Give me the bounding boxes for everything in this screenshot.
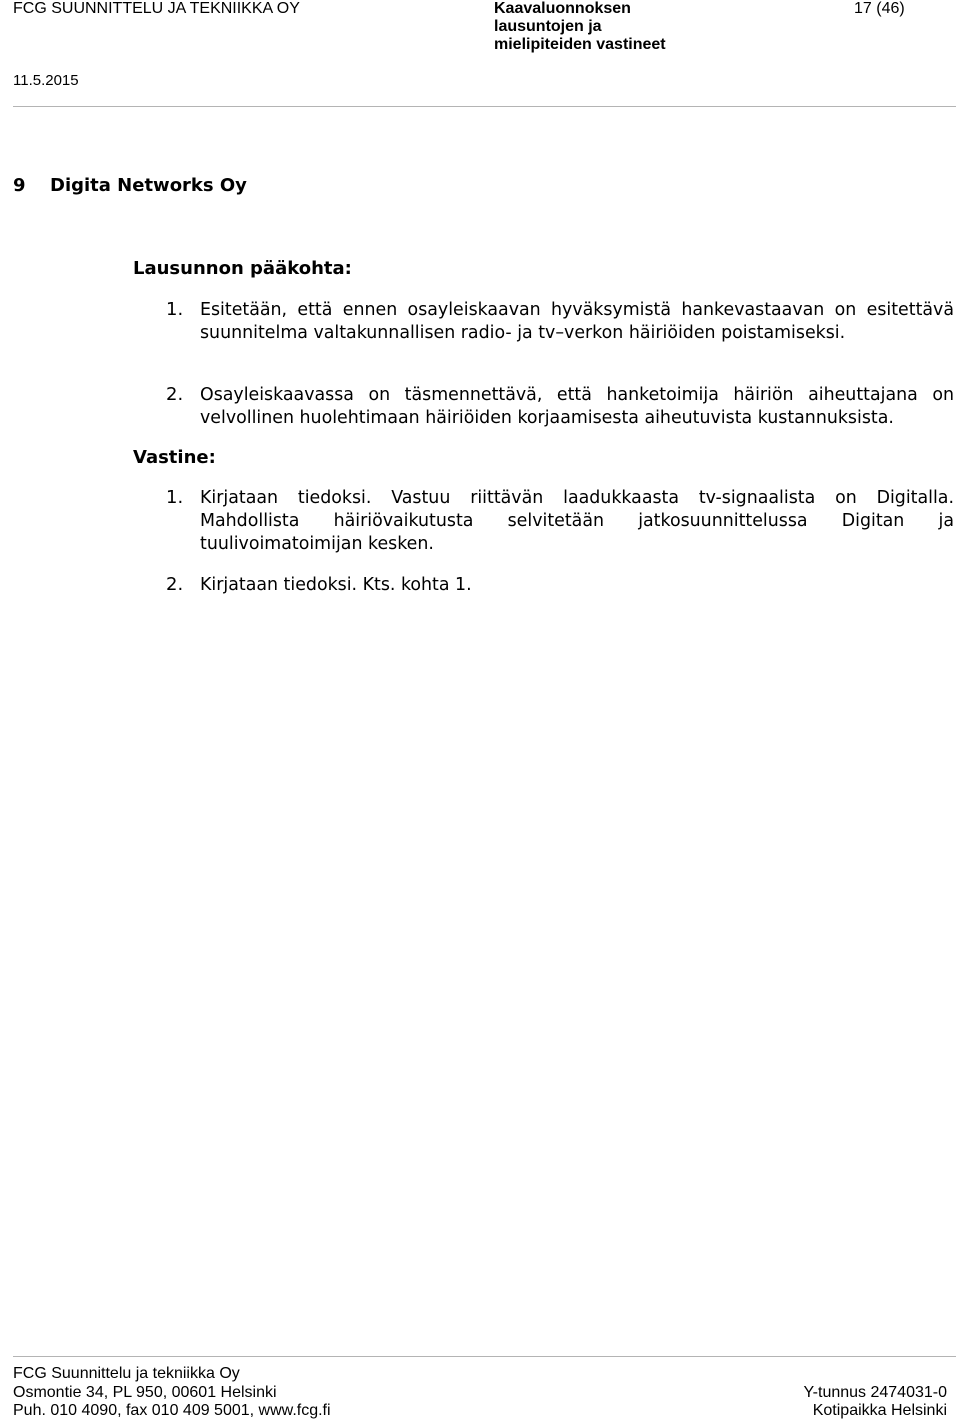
header-doc-title-line1: Kaavaluonnoksen: [494, 0, 631, 17]
header-doc-title-line3: mielipiteiden vastineet: [494, 36, 666, 53]
section-title: Digita Networks Oy: [50, 175, 247, 196]
footer-business-id: Y-tunnus 2474031-0: [803, 1384, 947, 1401]
header-page-number: 17 (46): [854, 0, 905, 17]
header-company: FCG SUUNNITTELU JA TEKNIIKKA OY: [13, 0, 300, 17]
statement-item-text: Esitetään, että ennen osayleiskaavan hyväksymistä hankevastaavan on esitettävä suunnitelma valtakunnallisen radio- ja tv–verkon häiriöiden poistamiseksi.: [200, 300, 954, 343]
section-number: 9: [13, 175, 26, 196]
statement-item-text: Osayleiskaavassa on täsmennettävä, että hanketoimija häiriön aiheuttajana on velvollinen huolehtimaan häiriöiden korjaamisesta aiheutuvista kustannuksista.: [200, 385, 954, 428]
header-date: 11.5.2015: [13, 72, 79, 89]
statement-item-number: 2.: [166, 384, 184, 405]
footer-address: Osmontie 34, PL 950, 00601 Helsinki: [13, 1384, 277, 1401]
statement-item-number: 1.: [166, 299, 184, 320]
response-item-number: 1.: [166, 487, 184, 508]
response-item-text: Kirjataan tiedoksi. Vastuu riittävän laadukkaasta tv-signaalista on Digitalla. Mahdollista häiriövaikutusta selvitetään jatkosuunnittelussa Digitan ja tuulivoimatoimijan kesken.: [200, 488, 954, 554]
statement-heading: Lausunnon pääkohta:: [133, 258, 352, 279]
footer-divider: [13, 1356, 956, 1357]
footer-domicile: Kotipaikka Helsinki: [812, 1402, 947, 1419]
footer-contact: Puh. 010 4090, fax 010 409 5001, www.fcg.fi: [13, 1402, 331, 1419]
header-divider: [13, 106, 956, 107]
footer-company: FCG Suunnittelu ja tekniikka Oy: [13, 1365, 240, 1382]
header-doc-title-line2: lausuntojen ja: [494, 18, 602, 35]
response-heading: Vastine:: [133, 447, 216, 468]
response-item-text: Kirjataan tiedoksi. Kts. kohta 1.: [200, 575, 472, 595]
response-item-number: 2.: [166, 574, 184, 595]
